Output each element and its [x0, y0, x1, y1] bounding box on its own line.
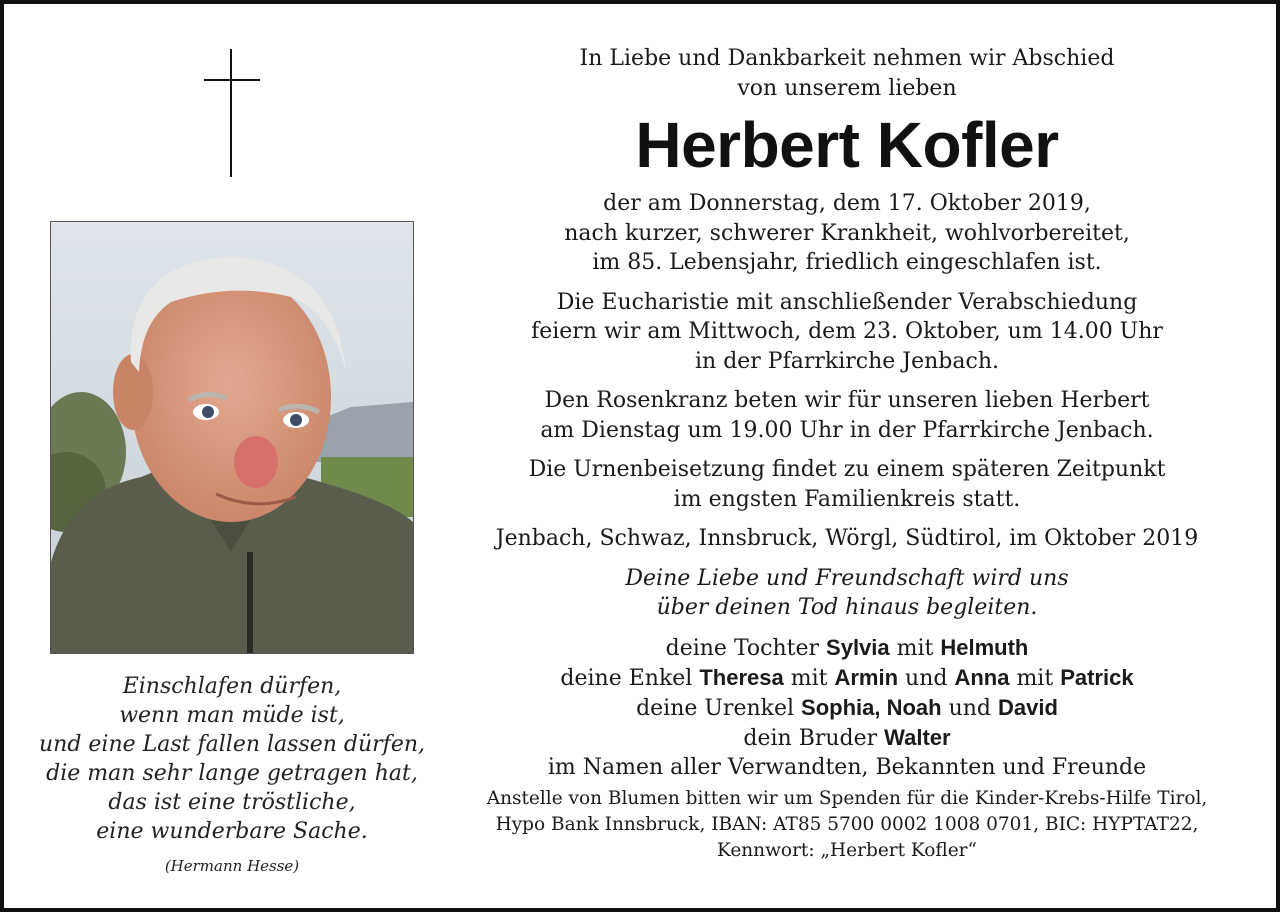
portrait-photo	[50, 221, 414, 654]
deceased-name: Herbert Kofler	[635, 109, 1059, 181]
eucharist-line: Die Eucharistie mit anschließender Verabschiedung	[556, 289, 1138, 315]
donation-info	[454, 786, 1240, 864]
urn-line: im engsten Familienkreis statt.	[673, 486, 1021, 512]
intro-line: In Liebe und Dankbarkeit nehmen wir Abschied	[579, 46, 1115, 71]
eucharist-line: feiern wir am Mittwoch, dem 23. Oktober, um 14.00 Uhr	[531, 319, 1163, 344]
rosary-line: am Dienstag um 19.00 Uhr in der Pfarrkirche Jenbach.	[540, 417, 1154, 443]
urn-line: Die Urnenbeisetzung findet zu einem späteren Zeitpunkt	[528, 457, 1166, 482]
rosary-line: Den Rosenkranz beten wir für unseren lieben Herbert	[544, 388, 1150, 413]
family-brother: dein Bruder Walter	[743, 724, 951, 751]
place-date-line: Jenbach, Schwaz, Innsbruck, Wörgl, Südtirol, im Oktober 2019	[495, 526, 1199, 551]
eucharist-info	[454, 288, 1240, 377]
family-great-grandchildren: deine Urenkel Sophia, Noah und David	[636, 694, 1058, 721]
motto-line: Deine Liebe und Freundschaft wird uns	[625, 565, 1069, 591]
poem	[24, 672, 440, 881]
death-notice-line: der am Donnerstag, dem 17. Oktober 2019,	[603, 191, 1091, 216]
poem-line: wenn man müde ist,	[119, 703, 345, 728]
poem-line: eine wunderbare Sache.	[96, 819, 368, 844]
motto	[454, 564, 1240, 623]
intro-line: von unserem lieben	[737, 75, 957, 101]
family-list	[454, 633, 1240, 782]
death-notice-line: nach kurzer, schwerer Krankheit, wohlvorbereitet,	[564, 220, 1130, 246]
rosary-info	[454, 386, 1240, 445]
intro	[454, 44, 1240, 103]
place-date	[454, 524, 1240, 554]
motto-line: über deinen Tod hinaus begleiten.	[656, 595, 1038, 620]
death-notice-line: im 85. Lebensjahr, friedlich eingeschlafen ist.	[592, 250, 1102, 275]
notice-text	[454, 44, 1240, 864]
death-notice	[454, 189, 1240, 278]
donation-line: Hypo Bank Innsbruck, IBAN: AT85 5700 0002 1008 0701, BIC: HYPTAT22,	[495, 813, 1199, 835]
poem-line: das ist eine tröstliche,	[108, 790, 356, 815]
cross-icon	[204, 49, 260, 179]
poem-line: Einschlafen dürfen,	[122, 674, 342, 699]
family-grandchildren: deine Enkel Theresa mit Armin und Anna mit Patrick	[560, 664, 1134, 691]
poem-author: (Hermann Hesse)	[164, 857, 300, 875]
eucharist-line: in der Pfarrkirche Jenbach.	[695, 348, 999, 374]
donation-line: Kennwort: „Herbert Kofler“	[717, 839, 977, 861]
family-others: im Namen aller Verwandten, Bekannten und Freunde	[547, 754, 1147, 780]
family-daughter: deine Tochter Sylvia mit Helmuth	[665, 634, 1029, 661]
urn-info	[454, 455, 1240, 514]
poem-line: und eine Last fallen lassen dürfen,	[38, 732, 426, 757]
poem-line: die man sehr lange getragen hat,	[46, 761, 418, 786]
donation-line: Anstelle von Blumen bitten wir um Spenden für die Kinder-Krebs-Hilfe Tirol,	[486, 787, 1208, 809]
